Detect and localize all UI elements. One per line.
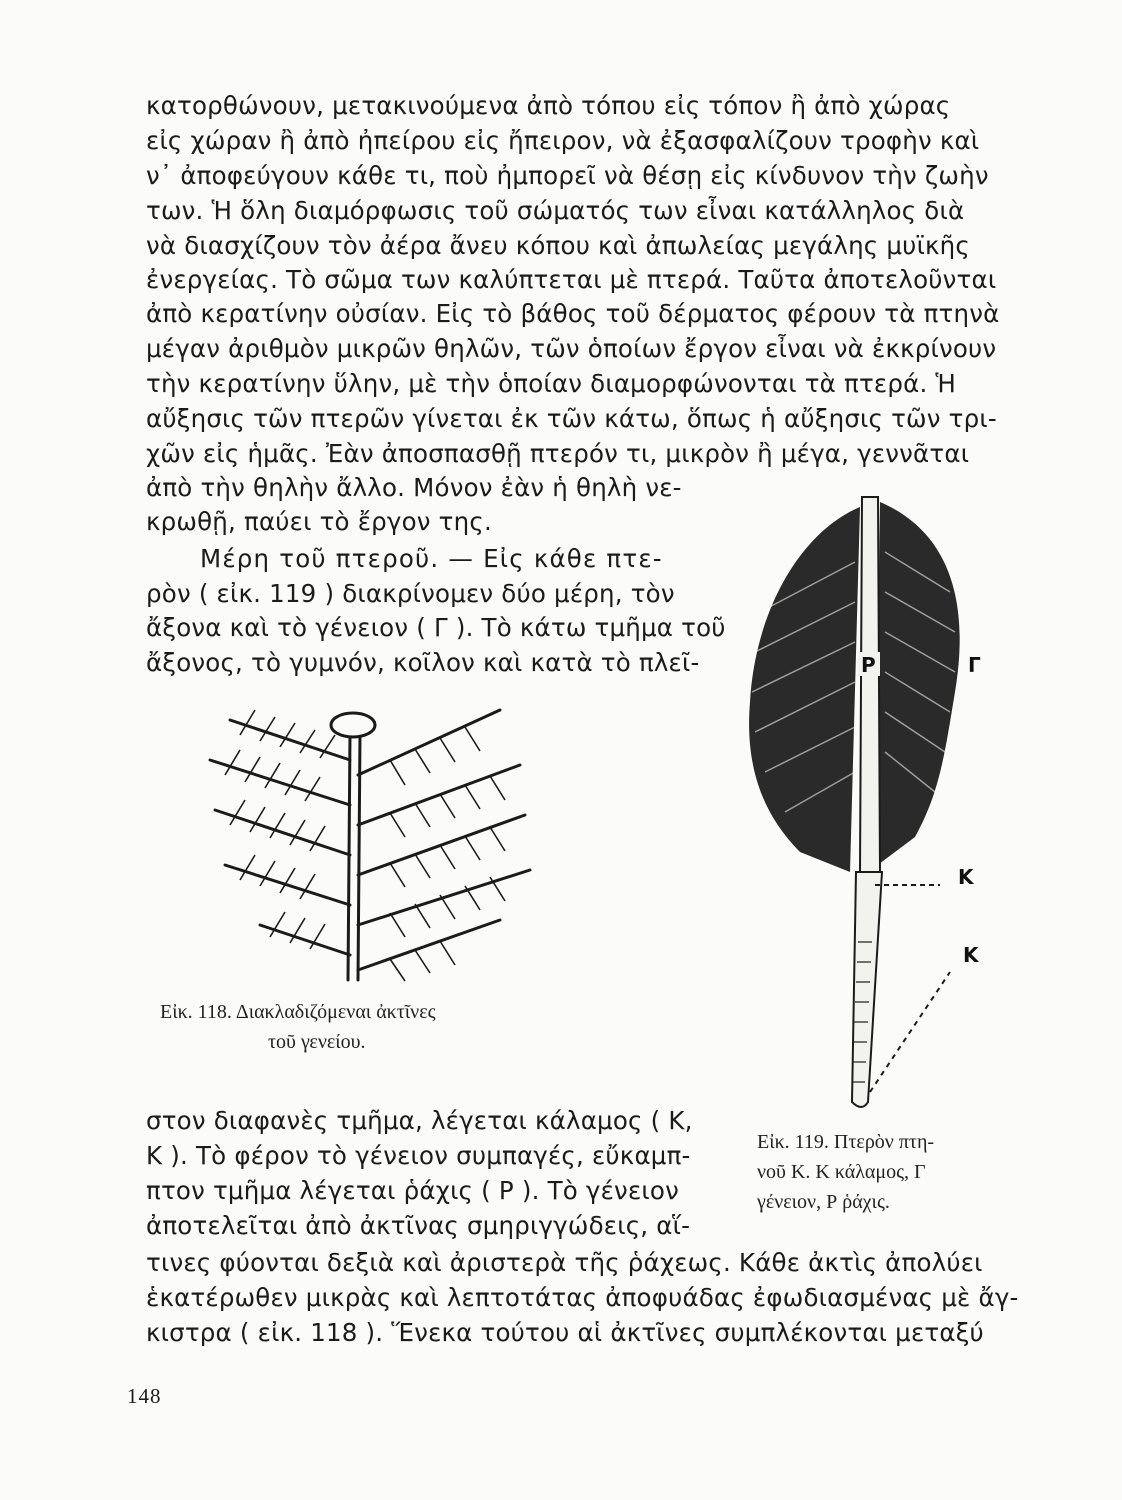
label-rachis: Ρ [861, 653, 876, 677]
text-line: των. Ἡ ὅλη διαμόρφωσις τοῦ σώματός των εἶναι κατάλληλος διὰ [146, 196, 965, 225]
figure-119-caption-line2: νοῦ Κ. Κ κάλαμος, Γ [757, 1161, 926, 1183]
text-line: ἄξονα καὶ τὸ γένειον ( Γ ). Τὸ κάτω τμῆμα τοῦ [146, 613, 726, 642]
figure-118-barbs [200, 705, 540, 994]
text-line: τὴν κερατίνην ὕλην, μὲ τὴν ὁποίαν διαμορφώνονται τὰ πτερά. Ἡ [146, 369, 957, 398]
text-line: Κ ). Τὸ φέρον τὸ γένειον συμπαγές, εὔκαμπ- [146, 1141, 691, 1170]
figure-119-caption-line1: Εἰκ. 119. Πτερὸν πτη- [757, 1131, 935, 1153]
text-line: κιστρα ( εἰκ. 118 ). Ἕνεκα τούτου αἱ ἀκτῖνες συμπλέκονται μεταξύ [146, 1318, 984, 1347]
figure-118-caption-line1: Εἰκ. 118. Διακλαδιζόμεναι ἀκτῖνες [160, 1001, 436, 1023]
label-calamus-1: Κ [958, 865, 974, 889]
label-calamus-2: Κ [963, 943, 979, 967]
figure-119-caption-line3: γένειον, Ρ ῥάχις. [757, 1191, 890, 1213]
text-line: μέγαν ἀριθμὸν μικρῶν θηλῶν, τῶν ὁποίων ἔργον εἶναι νὰ ἐκκρίνουν [146, 334, 997, 363]
page-number: 148 [127, 1384, 162, 1408]
figure-119-feather [740, 492, 1040, 1126]
text-line: εἰς χώραν ἢ ἀπὸ ἠπείρου εἰς ἤπειρον, νὰ ἐξασφαλίζουν τροφὴν καὶ [146, 126, 980, 155]
text-line: χῶν εἰς ἡμᾶς. Ἐὰν ἀποσπασθῇ πτερόν τι, μικρὸν ἢ μέγα, γεννᾶται [146, 439, 970, 468]
text-line: ἄξονος, τὸ γυμνόν, κοῖλον καὶ κατὰ τὸ πλεῖ- [146, 648, 700, 677]
text-line: ἀποτελεῖται ἀπὸ ἀκτῖνας σμηριγγώδεις, αἵ- [146, 1211, 691, 1240]
text-line: ἀπὸ κερατίνην οὐσίαν. Εἰς τὸ βάθος τοῦ δέρματος φέρουν τὰ πτηνὰ [146, 299, 1000, 328]
text-line: κρωθῇ, παύει τὸ ἔργον της. [146, 507, 492, 536]
text-line: ν᾽ ἀποφεύγουν κάθε τι, ποὺ ἠμπορεῖ νὰ θέσῃ εἰς κίνδυνον τὴν ζωὴν [146, 161, 989, 190]
text-line: ρὸν ( εἰκ. 119 ) διακρίνομεν δύο μέρη, τὸν [146, 579, 675, 608]
text-line: ἑκατέρωθεν μικρὰς καὶ λεπτοτάτας ἀποφυάδας ἐφωδιασμένας μὲ ἄγ- [146, 1283, 1019, 1312]
text-line: τινες φύονται δεξιὰ καὶ ἀριστερὰ τῆς ῥάχεως. Κάθε ἀκτὶς ἀπολύει [146, 1248, 983, 1277]
text-line: νὰ διασχίζουν τὸν ἀέρα ἄνευ κόπου καὶ ἀπωλείας μεγάλης μυϊκῆς [146, 231, 970, 260]
figure-118-caption-line2: τοῦ γενείου. [268, 1031, 366, 1053]
label-vane: Γ [968, 653, 981, 677]
text-line: στον διαφανὲς τμῆμα, λέγεται κάλαμος ( Κ, [146, 1106, 693, 1135]
text-line: αὔξησις τῶν πτερῶν γίνεται ἐκ τῶν κάτω, ὅπως ἡ αὔξησις τῶν τρι- [146, 404, 997, 433]
section-heading-line: Μέρη τοῦ πτεροῦ. — Εἰς κάθε πτε- [200, 544, 663, 573]
text-line: ἀπὸ τὴν θηλὴν ἄλλο. Μόνον ἐὰν ἡ θηλὴ νε- [146, 473, 682, 502]
text-line: ἐνεργείας. Τὸ σῶμα των καλύπτεται μὲ πτερά. Ταῦτα ἀποτελοῦνται [146, 265, 997, 294]
text-line: πτον τμῆμα λέγεται ῥάχις ( Ρ ). Τὸ γένειον [146, 1176, 679, 1205]
text-line: κατορθώνουν, μετακινούμενα ἀπὸ τόπου εἰς τόπον ἢ ἀπὸ χώρας [146, 91, 951, 120]
